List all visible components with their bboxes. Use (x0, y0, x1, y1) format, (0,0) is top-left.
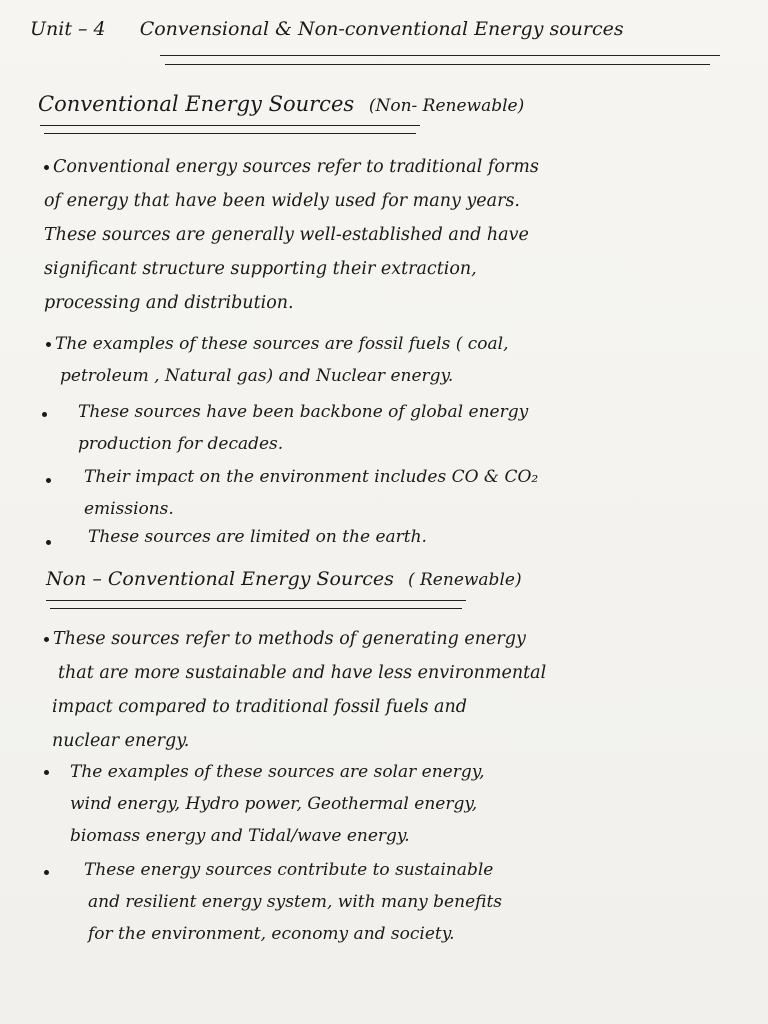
section2-paragraph (44, 622, 744, 758)
bullet-text: The examples of these sources are fossil fuels ( coal, (55, 334, 509, 354)
section2-underline-2 (50, 608, 462, 609)
bullet-dot (46, 540, 51, 545)
bullet-line: for the environment, economy and society. (88, 924, 455, 944)
section1-para-line: significant structure supporting their extraction, (44, 259, 477, 279)
section1-subtitle: (Non- Renewable) (368, 96, 525, 116)
section1-bullet-1 (46, 328, 736, 392)
section2-title-text: Non – Conventional Energy Sources (46, 568, 394, 590)
section2-para-line: impact compared to traditional fossil fuels and (52, 697, 467, 717)
bullet-line: These sources are limited on the earth. (88, 527, 427, 547)
section1-underline-2 (44, 133, 416, 134)
bullet-dot (42, 412, 47, 417)
bullet-dot (44, 870, 49, 875)
bullet-line (46, 328, 736, 360)
section1-para-line: of energy that have been widely used for many years. (44, 191, 520, 211)
bullet-dot (46, 478, 51, 483)
section2-subtitle: ( Renewable) (407, 570, 522, 590)
bullet-line: These energy sources contribute to sustainable (84, 860, 494, 880)
section1-title-text: Conventional Energy Sources (38, 92, 355, 116)
bullet-dot (44, 770, 49, 775)
page-header (30, 18, 730, 40)
bullet-dot (44, 637, 49, 642)
section1-para-line: These sources are generally well-established and have (44, 225, 529, 245)
section1-bullet-4 (88, 521, 768, 553)
bullet-line: wind energy, Hydro power, Geothermal energy, (70, 794, 478, 814)
section2-para-line (44, 622, 744, 656)
page-title: Convensional & Non-conventional Energy sources (139, 18, 624, 40)
section2-title (46, 568, 522, 590)
bullet-line: emissions. (84, 499, 174, 519)
section1-para-line: processing and distribution. (44, 293, 294, 313)
section2-bullet-2 (84, 854, 768, 950)
bullet-line: These sources have been backbone of global energy (78, 402, 529, 422)
section2-para-line: nuclear energy. (52, 731, 190, 751)
bullet-line: The examples of these sources are solar energy, (70, 762, 485, 782)
section1-title (38, 92, 524, 116)
header-underline-2 (165, 64, 710, 65)
bullet-dot (46, 342, 51, 347)
section2-para-line: that are more sustainable and have less environmental (58, 663, 547, 683)
section1-para-text: Conventional energy sources refer to traditional forms (53, 157, 539, 177)
section2-bullet-1 (70, 756, 760, 852)
bullet-line: and resilient energy system, with many benefits (88, 892, 503, 912)
section1-bullet-3 (84, 461, 768, 525)
section2-para-text: These sources refer to methods of generating energy (53, 629, 526, 649)
header-underline-1 (160, 55, 720, 56)
unit-label: Unit – 4 (30, 18, 106, 40)
bullet-dot (44, 165, 49, 170)
section1-underline-1 (40, 125, 420, 126)
section1-paragraph (44, 150, 744, 320)
bullet-line: Their impact on the environment includes CO & CO₂ (84, 467, 539, 487)
section2-underline-1 (46, 600, 466, 601)
bullet-line: production for decades. (78, 434, 284, 454)
bullet-line: biomass energy and Tidal/wave energy. (70, 826, 410, 846)
section1-para-line (44, 150, 744, 184)
bullet-line: petroleum , Natural gas) and Nuclear energy. (60, 366, 454, 386)
section1-bullet-2 (78, 396, 768, 460)
